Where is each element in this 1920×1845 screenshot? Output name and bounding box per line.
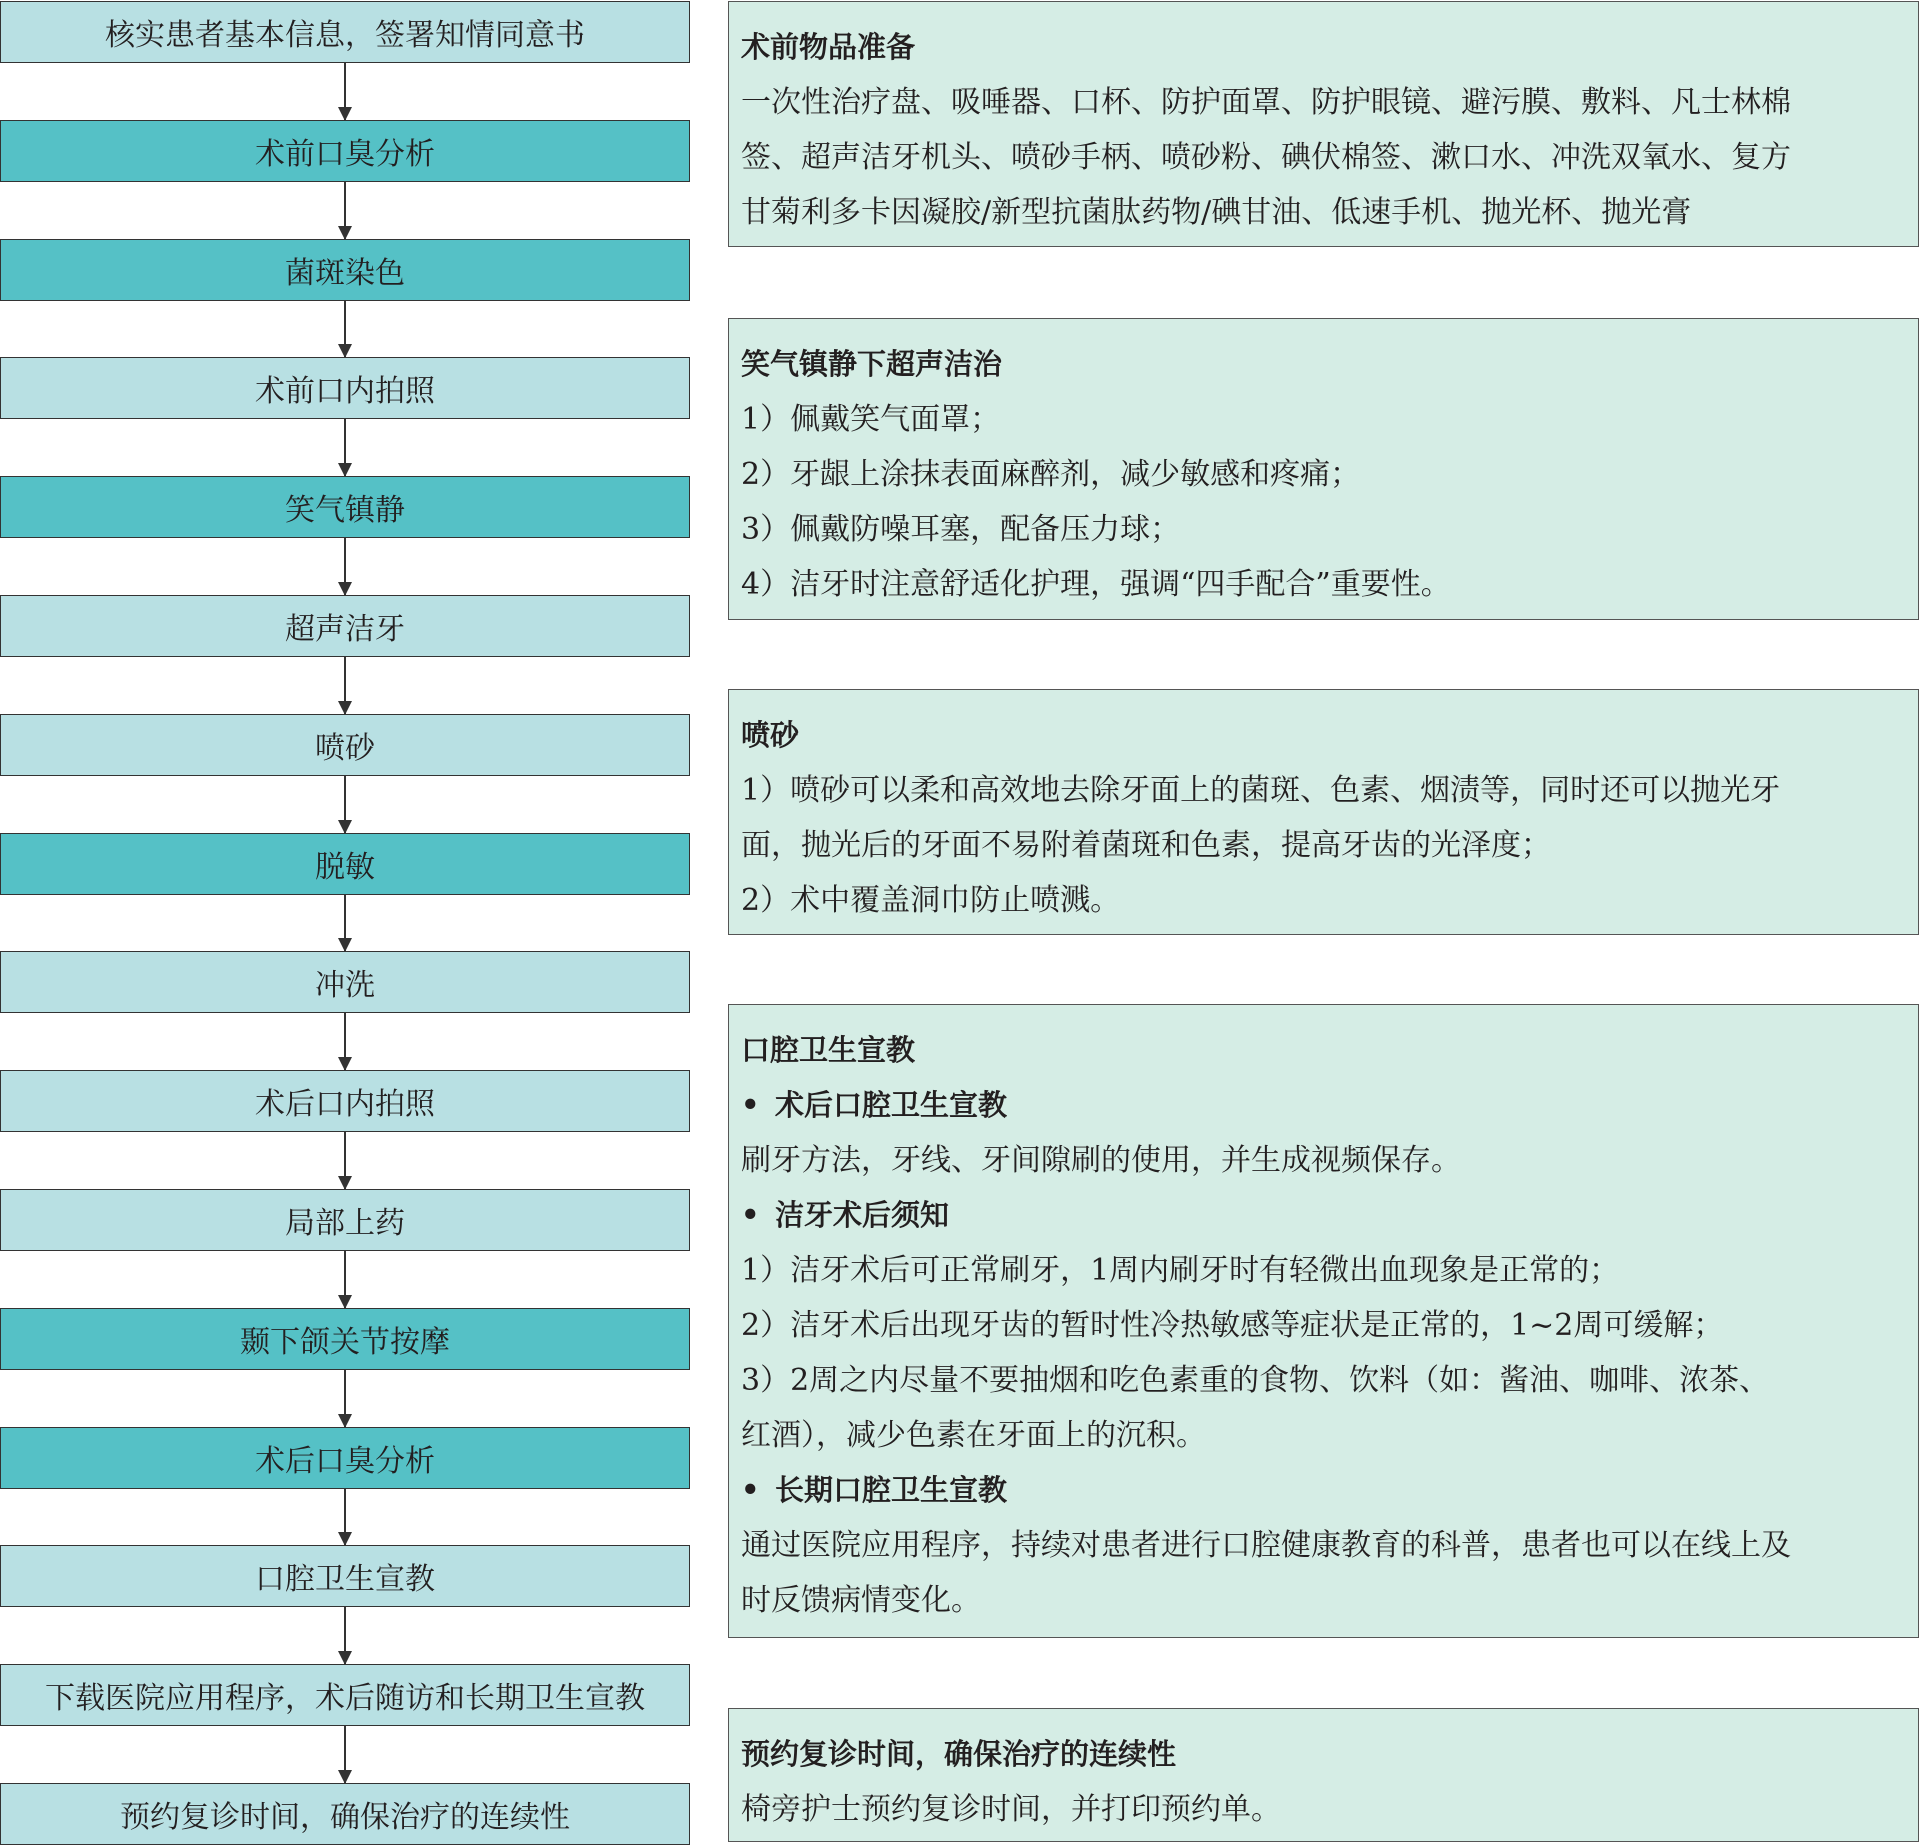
panel-line: 签、超声洁牙机头、喷砂手柄、喷砂粉、碘伏棉签、漱口水、冲洗双氧水、复方	[741, 140, 1791, 175]
panel-title: 预约复诊时间，确保治疗的连续性	[741, 1737, 1177, 1771]
flow-step: 颞下颌关节按摩	[0, 1308, 690, 1370]
flow-arrow	[344, 1251, 346, 1308]
panel-line: 椅旁护士预约复诊时间，并打印预约单。	[741, 1792, 1281, 1827]
panel-line: 2）术中覆盖洞巾防止喷溅。	[741, 883, 1121, 918]
flow-step: 口腔卫生宣教	[0, 1545, 690, 1607]
flow-step: 预约复诊时间，确保治疗的连续性	[0, 1783, 690, 1845]
panel-line: 一次性治疗盘、吸唾器、口杯、防护面罩、防护眼镜、避污膜、敷料、凡士林棉	[741, 85, 1791, 120]
panel-bullet-heading: • 洁牙术后须知	[741, 1188, 1906, 1243]
flow-arrow	[344, 1489, 346, 1545]
flow-step: 脱敏	[0, 833, 690, 895]
flow-arrow	[344, 657, 346, 714]
flow-step: 菌斑染色	[0, 239, 690, 301]
flow-step: 核实患者基本信息，签署知情同意书	[0, 1, 690, 63]
panel-title: 笑气镇静下超声洁治	[741, 347, 1003, 381]
panel-bullet-heading: • 术后口腔卫生宣教	[741, 1078, 1906, 1133]
panel-line: 2）牙龈上涂抹表面麻醉剂，减少敏感和疼痛；	[741, 457, 1361, 492]
panel-line: 4）洁牙时注意舒适化护理，强调“四手配合”重要性。	[741, 567, 1451, 602]
panel-title: 口腔卫生宣教	[741, 1033, 916, 1067]
panel-oral-hygiene	[728, 1004, 1919, 1638]
flow-arrow	[344, 1013, 346, 1070]
panel-line: 1）喷砂可以柔和高效地去除牙面上的菌斑、色素、烟渍等，同时还可以抛光牙	[741, 773, 1781, 808]
panel-nitrous-scaling	[728, 318, 1919, 620]
flow-arrow	[344, 63, 346, 120]
panel-followup	[728, 1708, 1919, 1842]
flow-arrow	[344, 1607, 346, 1664]
flow-step: 下载医院应用程序，术后随访和长期卫生宣教	[0, 1664, 690, 1726]
flow-arrow	[344, 776, 346, 833]
flow-step: 术后口内拍照	[0, 1070, 690, 1132]
flow-step: 超声洁牙	[0, 595, 690, 657]
flow-arrow	[344, 182, 346, 239]
panel-line: 3）佩戴防噪耳塞，配备压力球；	[741, 512, 1181, 547]
flow-step: 笑气镇静	[0, 476, 690, 538]
flow-arrow	[344, 1726, 346, 1783]
panel-line: 面，抛光后的牙面不易附着菌斑和色素，提高牙齿的光泽度；	[741, 828, 1551, 863]
flow-arrow	[344, 1370, 346, 1427]
panel-line: 刷牙方法，牙线、牙间隙刷的使用，并生成视频保存。	[741, 1143, 1461, 1178]
panel-line: 2）洁牙术后出现牙齿的暂时性冷热敏感等症状是正常的，1~2周可缓解；	[741, 1308, 1724, 1343]
flow-arrow	[344, 1132, 346, 1189]
flow-arrow	[344, 301, 346, 357]
flow-arrow	[344, 895, 346, 951]
panel-line: 通过医院应用程序，持续对患者进行口腔健康教育的科普，患者也可以在线上及	[741, 1528, 1791, 1563]
flow-step: 局部上药	[0, 1189, 690, 1251]
panel-line: 红酒），减少色素在牙面上的沉积。	[741, 1418, 1206, 1453]
flow-step: 冲洗	[0, 951, 690, 1013]
process-flowchart	[0, 0, 693, 1844]
flow-arrow	[344, 419, 346, 476]
panel-line: 甘菊利多卡因凝胶/新型抗菌肽药物/碘甘油、低速手机、抛光杯、抛光膏	[741, 195, 1692, 230]
panel-line: 3）2周之内尽量不要抽烟和吃色素重的食物、饮料（如：酱油、咖啡、浓茶、	[741, 1363, 1770, 1398]
panel-preop-supplies	[728, 1, 1919, 247]
flow-step: 喷砂	[0, 714, 690, 776]
panel-bullet-heading: • 长期口腔卫生宣教	[741, 1463, 1906, 1518]
flow-arrow	[344, 538, 346, 595]
panel-sandblasting	[728, 689, 1919, 935]
panel-title: 术前物品准备	[741, 30, 916, 64]
flow-step: 术前口臭分析	[0, 120, 690, 182]
flow-step: 术前口内拍照	[0, 357, 690, 419]
flow-step: 术后口臭分析	[0, 1427, 690, 1489]
panel-line: 时反馈病情变化。	[741, 1583, 981, 1618]
panel-line: 1）佩戴笑气面罩；	[741, 402, 1001, 437]
panel-title: 喷砂	[741, 718, 800, 752]
panel-line: 1）洁牙术后可正常刷牙，1周内刷牙时有轻微出血现象是正常的；	[741, 1253, 1620, 1288]
